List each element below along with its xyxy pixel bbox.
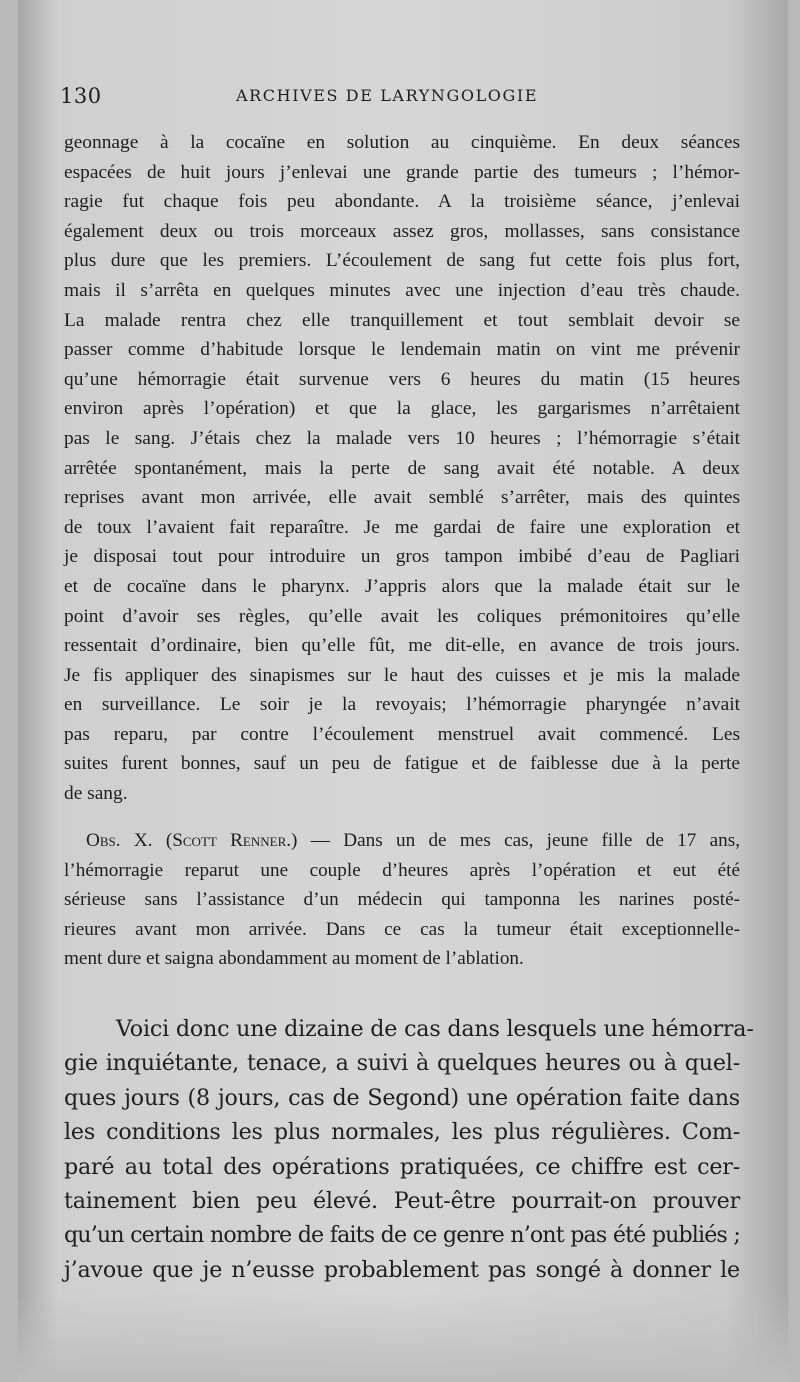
page-number: 130 xyxy=(60,84,102,108)
text-line: Je fis appliquer des sinapismes sur le haut des cuisses et je mis la malade xyxy=(64,664,740,686)
text-line: tainement bien peu élevé. Peut-être pourrait-on prouver xyxy=(64,1188,740,1215)
text-line: gie inquiétante, tenace, a suivi à quelques heures ou à quel- xyxy=(64,1050,740,1077)
text-line: de sang. xyxy=(64,783,128,805)
text-line: qu’une hémorragie était survenue vers 6 heures du matin (15 heures xyxy=(64,368,740,390)
text-line: qu’un certain nombre de faits de ce genre n’ont pas été publiés ; xyxy=(64,1222,740,1249)
text-line: l’hémorragie reparut une couple d’heures après l’opération et eut été xyxy=(64,859,740,881)
text-line: les conditions les plus normales, les plus régulières. Com- xyxy=(64,1119,740,1146)
text-line: en surveillance. Le soir je la revoyais; l’hémorragie pharyngée n’avait xyxy=(64,694,740,716)
observation-block xyxy=(64,826,740,974)
text-line: geonnage à la cocaïne en solution au cinquième. En deux séances xyxy=(64,132,740,153)
paragraph-continued xyxy=(64,128,740,809)
running-title: ARCHIVES DE LARYNGOLOGIE xyxy=(236,86,539,105)
text-line: je disposai tout pour introduire un gros tampon imbibé d’eau de Pagliari xyxy=(64,546,740,568)
page-shadow xyxy=(18,1292,788,1382)
text-line: Voici donc une dizaine de cas dans lesquels une hémorra- xyxy=(116,1016,754,1042)
text-line: également deux ou trois morceaux assez gros, mollasses, sans consistance xyxy=(64,220,740,242)
text-line: sérieuse sans l’assistance d’un médecin qui tamponna les narines posté- xyxy=(64,889,740,911)
main-paragraph xyxy=(64,1012,754,1287)
text-line: et de cocaïne dans le pharynx. J’appris alors que la malade était sur le xyxy=(64,575,740,597)
text-line: j’avoue que je n’eusse probablement pas songé à donner le xyxy=(64,1256,740,1283)
observation-author: (Scott Renner.) xyxy=(165,830,298,851)
observation-text: — Dans un de mes cas, jeune fille de 17 ans, xyxy=(297,830,741,851)
text-line: environ après l’opération) et que la glace, les gargarismes n’arrêtaient xyxy=(64,398,740,420)
text-line: paré au total des opérations pratiquées, ce chiffre est cer- xyxy=(64,1153,740,1180)
text-line: passer comme d’habitude lorsque le lendemain matin on vint me prévenir xyxy=(64,339,740,361)
text-line: rieures avant mon arrivée. Dans ce cas la tumeur était exceptionnelle- xyxy=(64,918,740,940)
text-line: suites furent bonnes, sauf un peu de fatigue et de faiblesse due à la perte xyxy=(64,753,740,775)
text-line: pas le sang. J’étais chez la malade vers 10 heures ; l’hémorragie s’était xyxy=(64,427,740,449)
text-line: ragie fut chaque fois peu abondante. A la troisième séance, j’enlevai xyxy=(64,191,740,213)
text-line: arrêtée spontanément, mais la perte de sang avait été notable. A deux xyxy=(64,457,740,479)
page-header xyxy=(60,84,740,118)
observation-first-line xyxy=(64,826,740,856)
text-line: ques jours (8 jours, cas de Segond) une opération faite dans xyxy=(64,1084,740,1111)
text-line: mais il s’arrêta en quelques minutes avec une injection d’eau très chaude. xyxy=(64,279,740,301)
text-line: espacées de huit jours j’enlevai une grande partie des tumeurs ; l’hémor- xyxy=(64,161,740,183)
text-line: reprises avant mon arrivée, elle avait semblé s’arrêter, mais des quintes xyxy=(64,487,740,509)
text-line: plus dure que les premiers. L’écoulement de sang fut cette fois plus fort, xyxy=(64,250,740,272)
observation-label: Obs. X. xyxy=(86,830,153,851)
text-line: La malade rentra chez elle tranquillement et tout semblait devoir se xyxy=(64,309,740,331)
text-line: point d’avoir ses règles, qu’elle avait les coliques prémonitoires qu’elle xyxy=(64,605,740,627)
text-line: ment dure et saigna abondamment au moment de l’ablation. xyxy=(64,948,524,970)
text-line: de toux l’avaient fait reparaître. Je me gardai de faire une exploration et xyxy=(64,516,740,538)
text-line: pas reparu, par contre l’écoulement menstruel avait commencé. Les xyxy=(64,723,740,745)
text-line: ressentait d’ordinaire, bien qu’elle fût, me dit-elle, en avance de trois jours. xyxy=(64,635,740,657)
